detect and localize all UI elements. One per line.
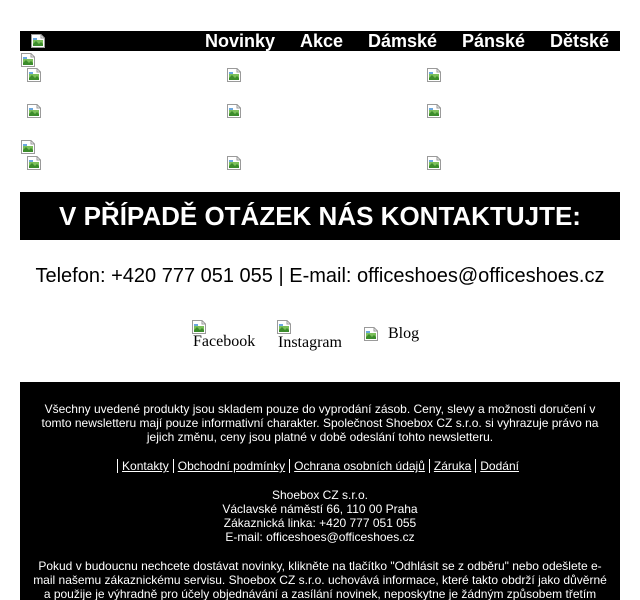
product-image-icon[interactable] — [426, 103, 442, 119]
footer-company-info — [20, 488, 620, 544]
logo-broken-image-icon[interactable] — [30, 33, 46, 49]
product-image-icon[interactable] — [26, 155, 42, 171]
spacer-broken-image-icon — [20, 52, 36, 68]
nav-item-damske[interactable]: Dámské — [368, 31, 438, 51]
product-image-icon[interactable] — [26, 103, 42, 119]
product-image-icon[interactable] — [226, 155, 242, 171]
nav-item-detske[interactable]: Dětské — [550, 31, 610, 51]
footer-links — [20, 458, 620, 474]
nav-item-akce[interactable]: Akce — [300, 31, 344, 51]
company-hotline: Zákaznická linka: +420 777 051 055 — [223, 516, 417, 530]
facebook-link[interactable]: Facebook — [193, 333, 256, 350]
footer-link-obchodni-podminky[interactable]: Obchodní podmínky — [173, 459, 289, 473]
footer-disclaimer: Všechny uvedené produkty jsou skladem pouze do vyprodání zásob. Ceny, slevy a možnosti doručení v tomto newsletteru mají pouze informativní charakter. Společnost Shoebox CZ s.r.o. si vyhrazuje právo na jejich změnu, ceny jsou platné v době odeslání tohto newsletteru. — [41, 402, 599, 444]
blog-icon[interactable] — [363, 326, 379, 342]
footer-link-kontakty[interactable]: Kontakty — [117, 459, 173, 473]
product-image-icon[interactable] — [426, 155, 442, 171]
instagram-link[interactable]: Instagram — [278, 334, 342, 351]
blog-link[interactable]: Blog — [388, 325, 420, 342]
spacer-broken-image-icon — [20, 139, 36, 155]
footer — [20, 382, 620, 600]
company-address: Václavské náměstí 66, 110 00 Praha — [222, 502, 418, 516]
footer-unsubscribe-text: Pokud v budoucnu nechcete dostávat novinky, klikněte na tlačítko "Odhlásit se z odběru" nebo odešlete e-mail našemu zákaznickému servisu. Shoebox CZ s.r.o. uchovává informace, které takto obdrží jako důvěrné a použije je výhradně pro účely objednávání a zasílání novinek, neposkytne je žádným způsobem třetím — [33, 559, 607, 600]
product-image-icon[interactable] — [426, 67, 442, 83]
company-name: Shoebox CZ s.r.o. — [271, 488, 369, 502]
product-image-icon[interactable] — [226, 67, 242, 83]
footer-link-dodani[interactable]: Dodání — [475, 459, 523, 473]
product-image-icon[interactable] — [226, 103, 242, 119]
footer-link-ochrana-udaju[interactable]: Ochrana osobních údajů — [289, 459, 429, 473]
instagram-icon[interactable] — [276, 319, 292, 335]
contact-line: Telefon: +420 777 051 055 | E-mail: officeshoes@officeshoes.cz — [35, 265, 605, 287]
product-image-icon[interactable] — [26, 67, 42, 83]
contact-banner-title: V PŘÍPADĚ OTÁZEK NÁS KONTAKTUJTE: — [20, 192, 620, 240]
nav-item-panske[interactable]: Pánské — [462, 31, 526, 51]
company-email: E-mail: officeshoes@officeshoes.cz — [225, 530, 415, 544]
nav-item-novinky[interactable]: Novinky — [205, 31, 276, 51]
footer-link-zaruka[interactable]: Záruka — [429, 459, 475, 473]
